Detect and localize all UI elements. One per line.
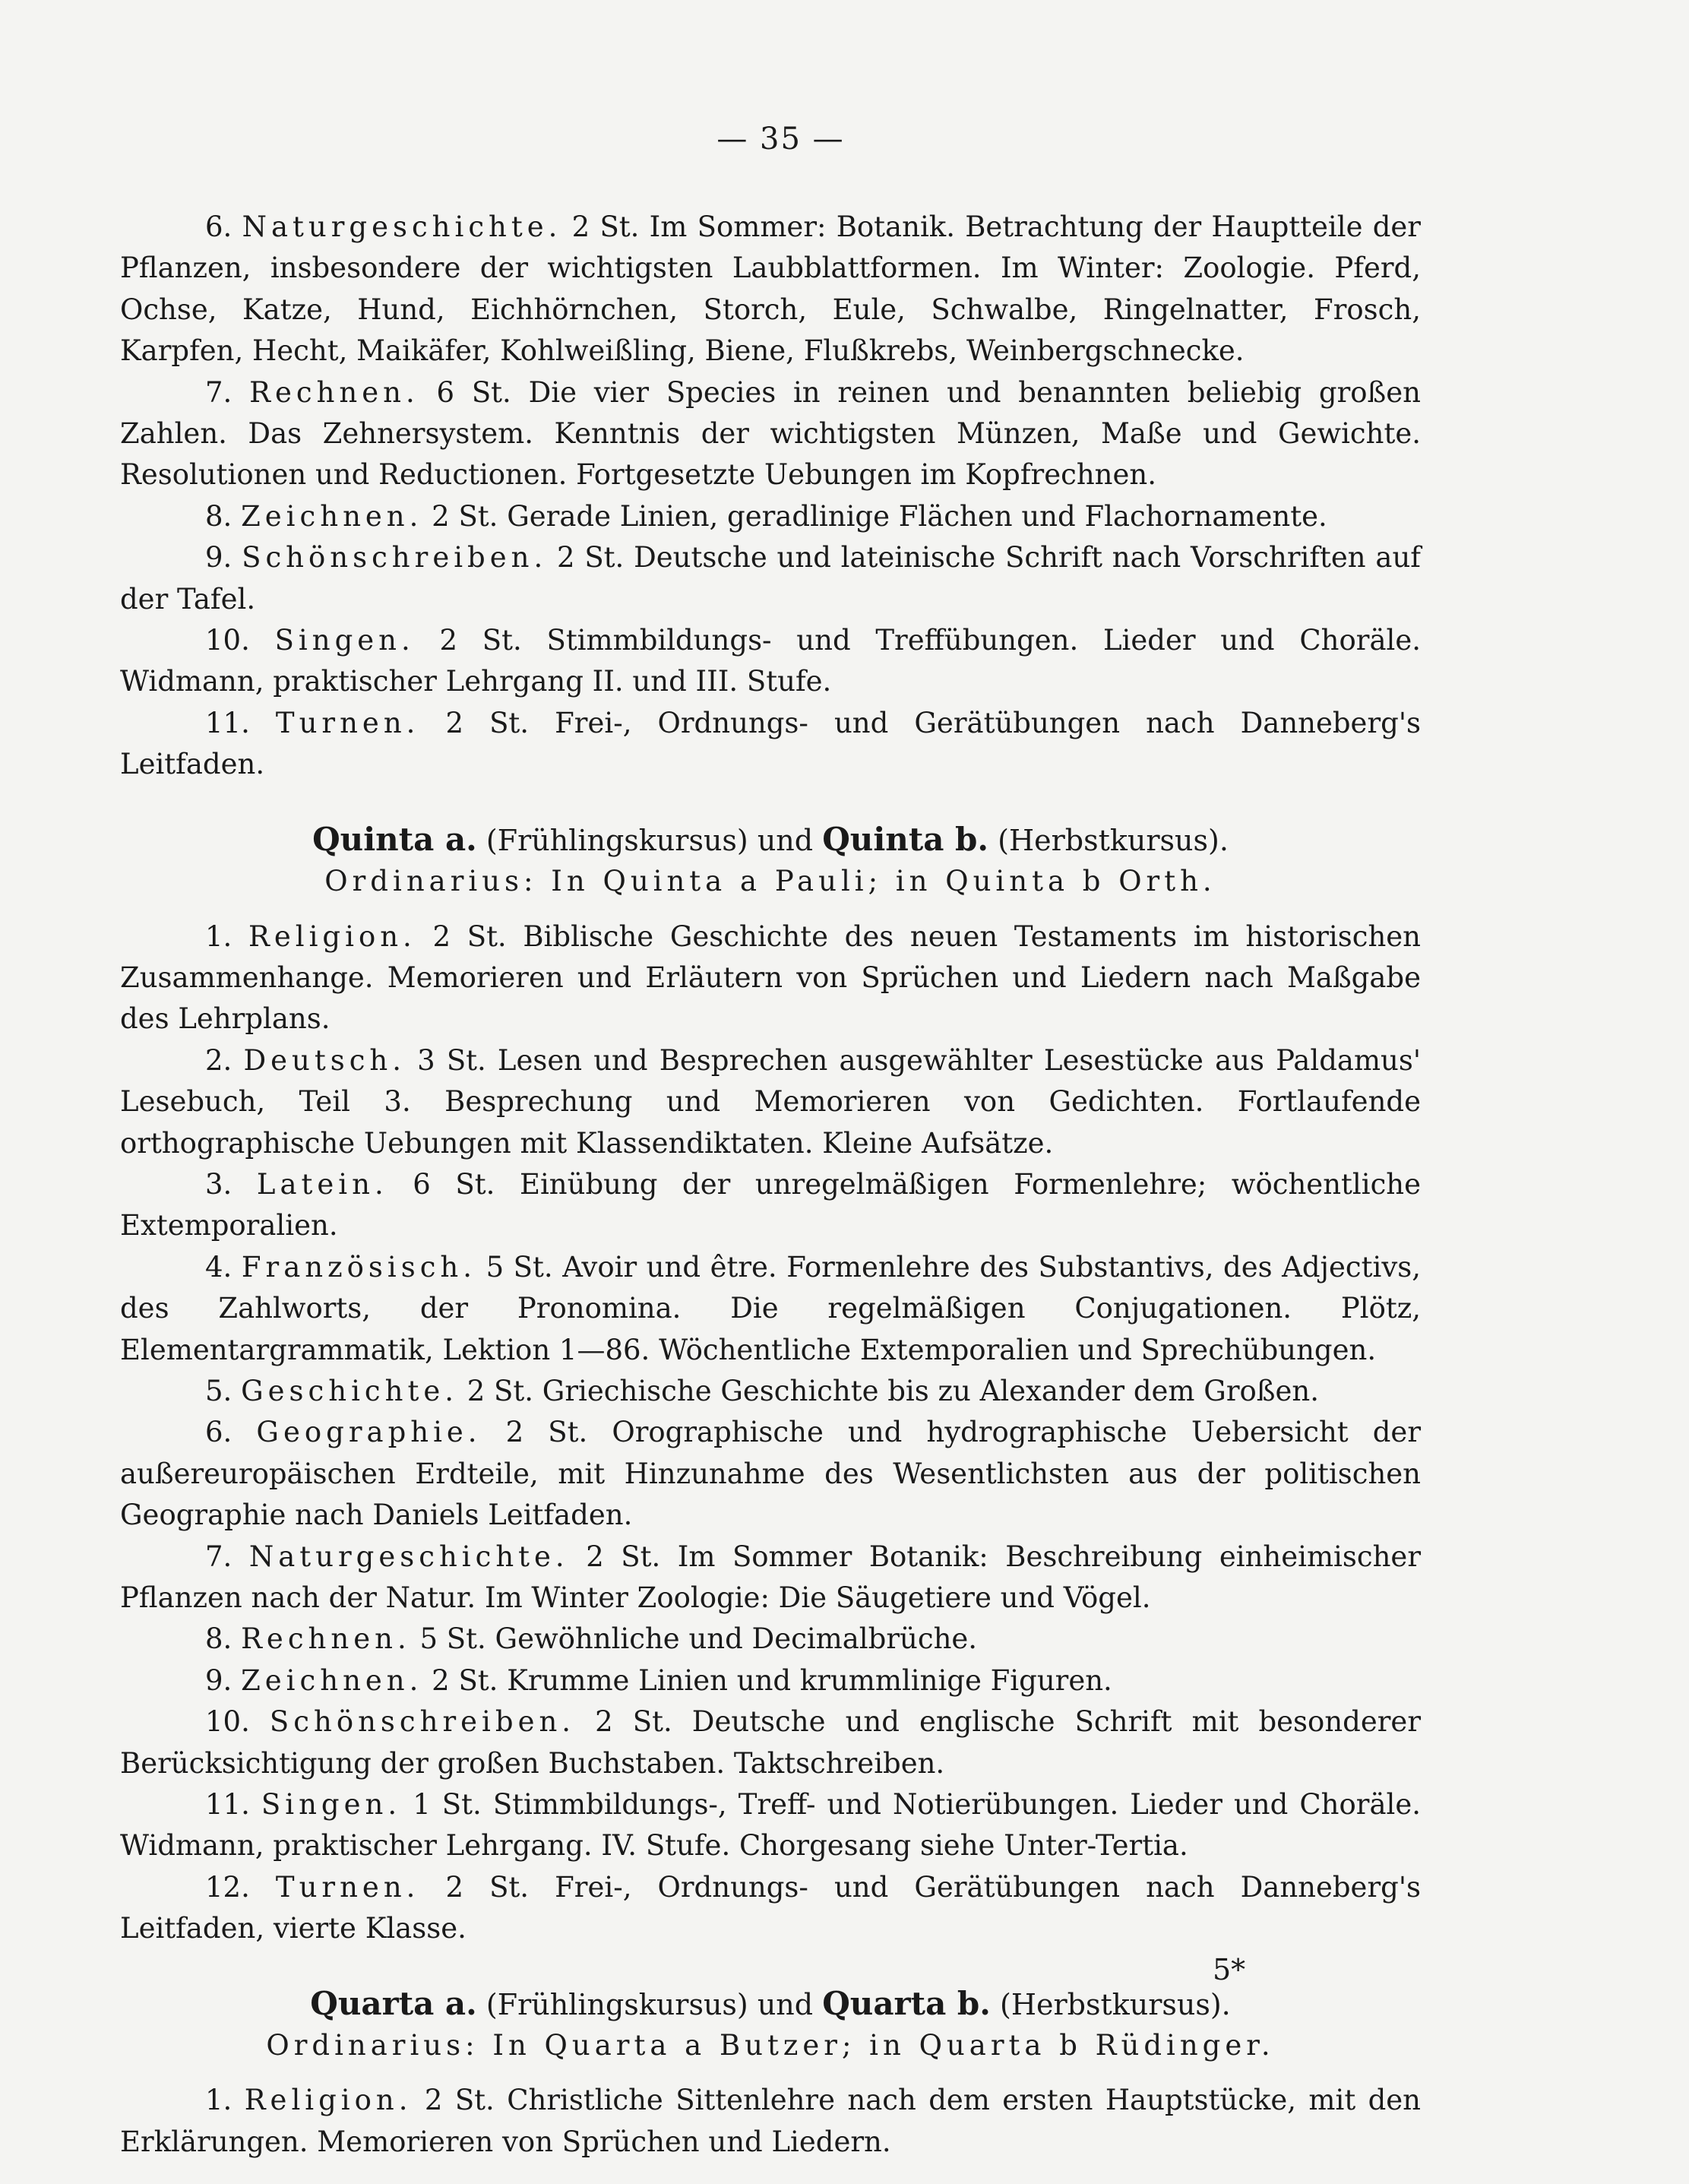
item-religion: [120, 916, 1421, 1040]
item-subject: Naturgeschichte.: [242, 210, 562, 243]
item-text: 6 St. Einübung der unregelmäßigen Formenlehre; wöchentliche Extemporalien.: [120, 1167, 1422, 1242]
item-number: 8.: [205, 499, 232, 533]
quarta-a-note: (Frühlingskursus) und: [486, 1987, 814, 2021]
item-text: 2 St. Deutsche und englische Schrift mit besonderer Berücksichtigung der großen Buchstaben. Taktschreiben.: [120, 1705, 1422, 1780]
item-subject: Rechnen.: [241, 1622, 411, 1656]
item-text: 2 St. Frei-, Ordnungs- und Gerätübungen nach Danneberg's Leitfaden.: [120, 706, 1421, 781]
item-number: 12.: [205, 1870, 250, 1904]
item-text: 2 St. Christliche Sittenlehre nach dem ersten Hauptstücke, mit den Erklärungen. Memorieren von Sprüchen und Liedern.: [120, 2084, 1421, 2158]
item-number: 6.: [205, 1416, 232, 1449]
quinta-ordinarius: Ordinarius: In Quinta a Pauli; in Quinta b Orth.: [324, 865, 1216, 898]
item-text: 2 St. Orographische und hydrographische Uebersicht der außereuropäischen Erdteile, mit Hinzunahme des Wesentlichsten aus der politischen Geographie nach Daniels Leitfaden.: [120, 1416, 1421, 1532]
item-religion: [120, 2080, 1421, 2163]
item-text: 2 St. Deutsche und lateinische Schrift nach Vorschriften auf der Tafel.: [120, 541, 1421, 616]
item-subject: Schönschreiben.: [269, 1705, 576, 1739]
item-number: 9.: [205, 1663, 232, 1697]
item-turnen: [120, 703, 1421, 786]
item-subject: Zeichnen.: [241, 499, 423, 533]
item-number: 8.: [205, 1622, 232, 1656]
item-text: 3 St. Lesen und Besprechen ausgewählter Lesestücke aus Paldamus' Lesebuch, Teil 3. Besprechung und Memorieren von Gedichten. Fortlaufende orthographische Uebungen mit Klassendiktaten. Kleine Aufsätze.: [120, 1043, 1422, 1160]
item-number: 10.: [205, 1705, 250, 1739]
item-subject: Singen.: [274, 624, 415, 657]
item-naturgeschichte: [120, 207, 1421, 372]
item-number: 1.: [205, 2084, 232, 2117]
item-number: 11.: [205, 706, 250, 739]
item-subject: Geschichte.: [241, 1374, 458, 1407]
item-latein: [120, 1164, 1421, 1247]
page-number: — 35 —: [716, 122, 845, 157]
item-geschichte: [120, 1371, 1421, 1412]
quarta-a-title: Quarta a.: [310, 1984, 477, 2022]
body-text: [120, 207, 1421, 2163]
quarta-b-note: (Herbstkursus).: [1000, 1987, 1231, 2021]
item-text: 2 St. Stimmbildungs- und Treffübungen. Lieder und Choräle. Widmann, praktischer Lehrgang II. und III. Stufe.: [120, 624, 1421, 698]
item-subject: Turnen.: [275, 706, 420, 739]
item-subject: Religion.: [248, 919, 416, 953]
item-number: 7.: [205, 1540, 232, 1573]
item-franzoesisch: [120, 1247, 1421, 1371]
signature-mark: 5*: [1213, 1953, 1246, 1986]
item-deutsch: [120, 1040, 1421, 1164]
item-number: 4.: [205, 1250, 232, 1283]
quinta-b-title: Quinta b.: [822, 820, 989, 858]
quarta-b-title: Quarta b.: [822, 1984, 991, 2022]
item-text: 2 St. Biblische Geschichte des neuen Testaments im historischen Zusammenhange. Memorieren und Erläutern von Sprüchen und Liedern nach Maßgabe des Lehrplans.: [120, 919, 1422, 1036]
item-geographie: [120, 1412, 1421, 1536]
item-subject: Naturgeschichte.: [248, 1540, 569, 1573]
item-number: 10.: [205, 624, 250, 657]
item-subject: Deutsch.: [243, 1043, 406, 1077]
quarta-ordinarius: Ordinarius: In Quarta a Butzer; in Quarta b Rüdinger.: [266, 2029, 1275, 2062]
item-subject: Rechnen.: [249, 375, 419, 409]
item-number: 7.: [205, 375, 232, 409]
item-text: 5 St. Avoir und être. Formenlehre des Substantivs, des Adjectivs, des Zahlworts, der Pronomina. Die regelmäßigen Conjugationen. Plötz, Elementargrammatik, Lektion 1—86. Wöchentliche Extemporalien und Sprechübungen.: [120, 1250, 1421, 1366]
item-number: 9.: [205, 541, 232, 574]
quinta-b-note: (Herbstkursus).: [998, 823, 1229, 857]
item-text: 6 St. Die vier Species in reinen und benannten beliebig großen Zahlen. Das Zehnersystem. Kenntnis der wichtigsten Münzen, Maße und Gewichte. Resolutionen und Reductionen. Fortgesetzte Uebungen im Kopfrechnen.: [120, 375, 1421, 492]
quarta-heading: [120, 1983, 1421, 2025]
item-rechnen: [120, 1619, 1421, 1660]
item-naturgeschichte: [120, 1537, 1421, 1619]
item-number: 1.: [205, 919, 232, 953]
item-number: 11.: [205, 1788, 250, 1822]
item-text: 2 St. Gerade Linien, geradlinige Flächen und Flachornamente.: [432, 499, 1327, 533]
item-text: 1 St. Stimmbildungs-, Treff- und Notierübungen. Lieder und Choräle. Widmann, praktischer Lehrgang. IV. Stufe. Chorgesang siehe Unter-Tertia.: [120, 1788, 1422, 1863]
item-text: 2 St. Im Sommer Botanik: Beschreibung einheimischer Pflanzen nach der Natur. Im Winter Zoologie: Die Säugetiere und Vögel.: [120, 1540, 1422, 1614]
item-text: 2 St. Krumme Linien und krummlinige Figuren.: [432, 1663, 1112, 1697]
item-subject: Latein.: [256, 1167, 388, 1201]
item-text: 2 St. Im Sommer: Botanik. Betrachtung der Hauptteile der Pflanzen, insbesondere der wichtigsten Laubblattformen. Im Winter: Zoologie. Pferd, Ochse, Katze, Hund, Eichhörnchen, Storch, Eule, Schwalbe, Ringelnatter, Frosch, Karpfen, Hecht, Maikäfer, Kohlweißling, Biene, Flußkrebs, Weinbergschnecke.: [120, 210, 1421, 368]
item-schoenschreiben: [120, 1701, 1421, 1784]
item-zeichnen: [120, 1660, 1421, 1701]
item-turnen: [120, 1867, 1421, 1950]
item-subject: Schönschreiben.: [242, 541, 548, 574]
item-subject: Zeichnen.: [241, 1663, 423, 1697]
quinta-heading: [120, 819, 1421, 861]
item-text: 2 St. Griechische Geschichte bis zu Alexander dem Großen.: [467, 1374, 1319, 1407]
item-subject: Französisch.: [241, 1250, 477, 1283]
item-singen: [120, 1784, 1421, 1867]
item-text: 5 St. Gewöhnliche und Decimalbrüche.: [419, 1622, 978, 1656]
quinta-a-title: Quinta a.: [312, 820, 477, 858]
item-number: 5.: [205, 1374, 232, 1407]
item-text: 2 St. Frei-, Ordnungs- und Gerätübungen nach Danneberg's Leitfaden, vierte Klasse.: [120, 1870, 1421, 1945]
quinta-a-note: (Frühlingskursus) und: [486, 823, 814, 857]
item-subject: Turnen.: [275, 1870, 420, 1904]
item-schoenschreiben: [120, 537, 1421, 620]
item-number: 2.: [205, 1043, 232, 1077]
item-zeichnen: [120, 496, 1421, 537]
item-subject: Religion.: [244, 2084, 413, 2117]
item-rechnen: [120, 372, 1421, 496]
item-number: 3.: [205, 1167, 232, 1201]
item-singen: [120, 620, 1421, 703]
item-subject: Singen.: [261, 1788, 402, 1822]
item-subject: Geographie.: [256, 1416, 482, 1449]
item-number: 6.: [205, 210, 232, 243]
